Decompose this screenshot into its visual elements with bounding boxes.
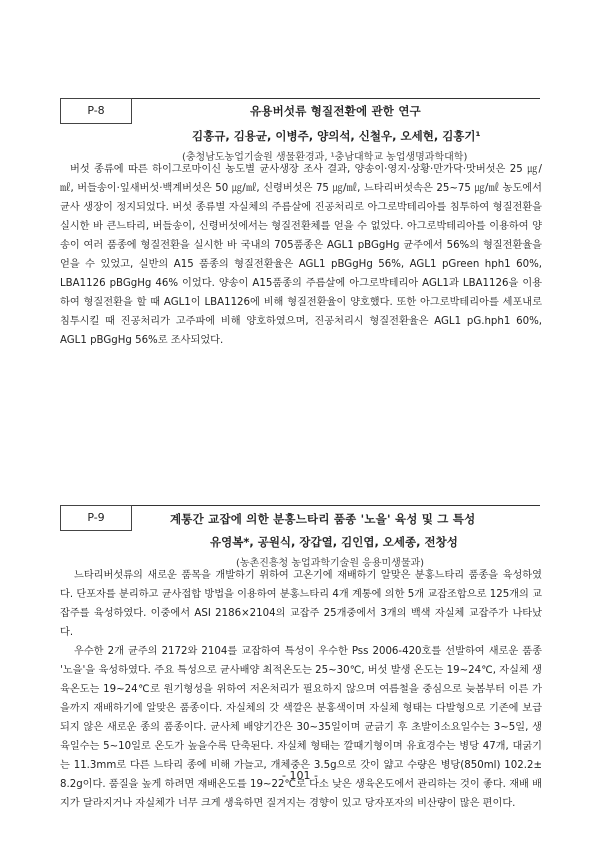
abstract-id-p9: P-9 [60, 505, 132, 531]
section-divider-top [60, 98, 540, 99]
abstract-authors-p9: 유영복*, 공원식, 장갑열, 김인엽, 오세종, 전창성 [210, 535, 458, 549]
abstract-body-p9-para2: 우수한 2개 균주의 2172와 2104를 교잡하여 특성이 우수한 Pss 2006-420호를 선발하여 새로운 품종 '노을'을 육성하였다. 주요 특성으로 균사배양 최적온도는 25~30℃, 버섯 발생 온도는 19~24℃, 자실체 생육온도는 19~24℃로 원기형성을 위하여 저온처리가 필요하지 않으며 여름철을 중심으로 늦봄부터 이른 가을까지 재배하기에 알맞은 품종이다. 자실체의 갓 색깔은 분홍색이며 자실체 형태는 다발형으로 기존에 보급되지 않은 새로운 종의 품종이다. 균사체 배양기간은 30~35일이며 균긁기 후 초발이소요일수는 3~5일, 생육일수는 5~10일로 온도가 높을수록 단축된다. 자실체 형태는 깔때기형이며 유효경수는 병당 47개, 대굵기는 11.3mm로 다른 느타리 종에 비해 가늘고, 개체중은 3.5g으로 갓이 얇고 수량은 병당(850ml) 102.2± 8.2g이다. 품질을 높게 하려면 재배온도를 19~22℃로 다소 낮은 생육온도에서 관리하는 것이 좋다. 재배 배지가 달라지거나 자실체가 너무 크게 생육하면 질겨지는 경향이 있고 당자포자의 비산량이 많은 편이다. [60, 646, 542, 809]
abstract-title-p8: 유용버섯류 형질전환에 관한 연구 [250, 104, 421, 118]
abstract-id-p8: P-8 [60, 98, 132, 124]
page-number: - 101 - [282, 769, 318, 782]
abstract-body-p9-para1: 느타리버섯류의 새로운 품목을 개발하기 위하여 고온기에 재배하기 알맞은 분홍느타리 품종을 육성하였다. 단포자를 분리하고 균사접합 방법을 이용하여 분홍느타리 4개 계통에 의한 5개 교잡조합으로 125개의 교잡주를 육성하였다. 이중에서 ASI 2186×2104의 교잡주 25개중에서 3개의 백색 자실체 교잡주가 나타났다. [60, 570, 542, 638]
abstract-affiliation-p9: (농촌진흥청 농업과학기술원 응용미생물과) [236, 558, 425, 569]
abstract-authors-p8: 김홍규, 김용균, 이병주, 양의석, 신철우, 오세현, 김홍기¹ [192, 129, 481, 143]
abstract-affiliation-p8: (충청남도농업기술원 생물환경과, ¹충남대학교 농업생명과학대학) [182, 152, 468, 163]
abstract-body-p8: 버섯 종류에 따른 하이그로마이신 농도별 균사생장 조사 결과, 양송이·영지·상황·만가닥·맛버섯은 25 ㎍/㎖, 버들송이·잎새버섯·백계버섯은 50 ㎍/㎖, 신령버섯은 75 ㎍/㎖, 느타리버섯속은 25~75 ㎍/㎖ 농도에서 균사 생장이 정지되었다. 버섯 종류별 자실체의 주름살에 진공처리로 아그로박테리아를 침투하여 형질전환을 실시한 바 큰느타리, 버들송이, 신령버섯에서는 형질전환체를 얻을 수 없었다. 아그로박테리아를 이용하여 양송이 여러 품종에 형질전환을 실시한 바 국내의 705품종은 AGL1 pBGgHg 균주에서 56%의 형질전환율을 얻을 수 있었고, 실반의 A15 품종의 형질전환율은 AGL1 pBGgHg 56%, AGL1 pGreen hph1 60%, LBA1126 pBGgHg 46% 이었다. 양송이 A15품종의 주름살에 아그로박테리아 AGL1과 LBA1126을 이용하여 형질전환을 할 때 AGL1이 LBA1126에 비해 형질전환율이 양호했다. 또한 아그로박테리아를 세포내로 침투시킬 때 진공처리가 고주파에 비해 양호하였으며, 진공처리시 형질전환율은 AGL1 pG.hph1 60%, AGL1 pBGgHg 56%로 조사되었다. [60, 164, 542, 346]
abstract-title-p9: 계통간 교잡에 의한 분홍느타리 품종 '노을' 육성 및 그 특성 [170, 512, 476, 526]
section-divider-middle [60, 505, 540, 506]
